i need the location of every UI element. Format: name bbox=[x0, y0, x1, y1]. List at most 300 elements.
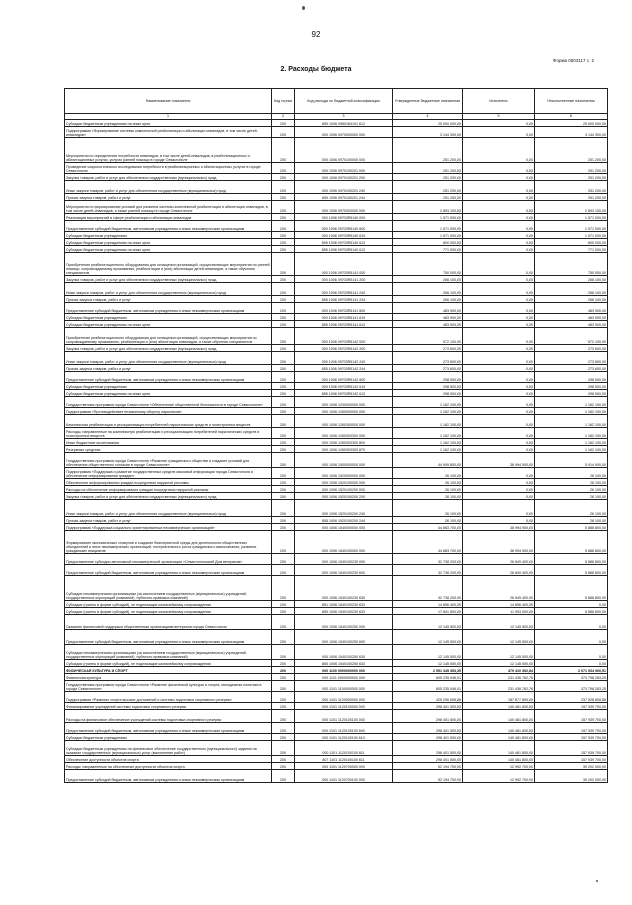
row-name-cell: ФИЗИЧЕСКАЯ КУЛЬТУРА И СПОРТ bbox=[65, 667, 272, 674]
header-remaining: Неисполненные назначения bbox=[535, 89, 608, 114]
page-number: 92 bbox=[311, 30, 321, 39]
row-executed-cell: 0,00 bbox=[463, 415, 535, 428]
row-line-code-cell: 200 bbox=[272, 138, 295, 163]
table-row bbox=[65, 415, 608, 428]
row-name-cell: Государственная программа города Севастополя «Развитие физической культуры и спорта, молодежная политика в городе Севастополе» bbox=[65, 681, 272, 692]
table-row bbox=[65, 232, 608, 239]
row-remaining-cell: 298 500,00 bbox=[535, 383, 608, 390]
table-row bbox=[65, 296, 608, 303]
row-approved-cell: 3 144 300,00 bbox=[393, 127, 463, 138]
row-budget-code-cell: 855 1006 1540100230 633 bbox=[295, 608, 393, 615]
row-budget-code-cell: 000 1006 09703R5140 600 bbox=[295, 221, 393, 232]
row-remaining-cell: 0,00 bbox=[535, 645, 608, 660]
row-name-cell: Предоставление субсидий бюджетным, автономным учреждениям и иным некоммерческим организациям bbox=[65, 770, 272, 783]
row-approved-cell: 266 100,00 bbox=[393, 296, 463, 303]
row-executed-cell: 140 461 800,00 bbox=[463, 723, 535, 734]
row-budget-code-cell: 000 1006 1520100200 240 bbox=[295, 500, 393, 517]
row-approved-cell: 14 896 400,00 bbox=[393, 601, 463, 608]
row-name-cell: Предоставление субсидий бюджетным, автономным учреждениям и иным некоммерческим организациям bbox=[65, 221, 272, 232]
row-executed-cell: 0,00 bbox=[463, 479, 535, 486]
row-executed-cell: 0,00 bbox=[463, 383, 535, 390]
row-remaining-cell: 2 071 934 960,51 bbox=[535, 667, 608, 674]
row-budget-code-cell: 855 1006 09703R5142 612 bbox=[295, 390, 393, 397]
row-line-code-cell: 200 bbox=[272, 283, 295, 296]
row-budget-code-cell: 000 1006 1260300300 800 bbox=[295, 439, 393, 446]
row-budget-code-cell: 000 1006 1540100250 000 bbox=[295, 615, 393, 630]
row-name-cell: Субсидии некоммерческим организациям (за исключением государственных (муниципальных) учреждений, государственных корпораций (компаний), публично-правовых компаний) bbox=[65, 576, 272, 601]
row-executed-cell: 12 145 500,00 bbox=[463, 660, 535, 667]
row-approved-cell: 251 200,00 bbox=[393, 174, 463, 181]
row-budget-code-cell: 000 1006 1540100230 630 bbox=[295, 576, 393, 601]
row-line-code-cell: 200 bbox=[272, 120, 295, 127]
row-name-cell: Иные закупки товаров, работ и услуг для обеспечения государственных (муниципальных) нужд bbox=[65, 352, 272, 365]
row-budget-code-cell: 000 1006 1540100230 600 bbox=[295, 565, 393, 576]
row-budget-code-cell: 807 1101 1120100100 611 bbox=[295, 756, 393, 763]
row-line-code-cell: 200 bbox=[272, 601, 295, 608]
table-row bbox=[65, 660, 608, 667]
row-line-code-cell: 200 bbox=[272, 500, 295, 517]
row-remaining-cell: 2 893 100,00 bbox=[535, 201, 608, 214]
row-budget-code-cell: 000 1101 1100000000 000 bbox=[295, 681, 393, 692]
row-executed-cell: 0,00 bbox=[463, 181, 535, 194]
row-approved-cell: 52 194 700,00 bbox=[393, 770, 463, 783]
row-remaining-cell: 3 144 300,00 bbox=[535, 127, 608, 138]
row-executed-cell: 0,00 bbox=[463, 397, 535, 408]
row-approved-cell: 771 000,00 bbox=[393, 246, 463, 253]
row-approved-cell: 572 100,00 bbox=[393, 328, 463, 345]
row-remaining-cell: 157 939 700,00 bbox=[535, 734, 608, 741]
row-line-code-cell: 200 bbox=[272, 703, 295, 710]
row-budget-code-cell: 000 1006 0970100201 240 bbox=[295, 181, 393, 194]
row-budget-code-cell: 855 1006 09703R5141 244 bbox=[295, 296, 393, 303]
row-name-cell: Предоставление субсидий бюджетным, автономным учреждениям и иным некоммерческим организациям bbox=[65, 630, 272, 645]
row-remaining-cell: 39 202 000,00 bbox=[535, 763, 608, 770]
row-budget-code-cell: 000 1006 1260000000 000 bbox=[295, 408, 393, 415]
row-budget-code-cell: 000 1006 09703R5140 610 bbox=[295, 232, 393, 239]
row-name-cell: Субсидии бюджетным учреждениям на иные цели bbox=[65, 120, 272, 127]
row-name-cell: Предоставление субсидий бюджетным, автономным учреждениям и иным некоммерческим организациям bbox=[65, 723, 272, 734]
row-approved-cell: 52 194 700,00 bbox=[393, 763, 463, 770]
row-remaining-cell: 25 000 000,00 bbox=[535, 120, 608, 127]
row-budget-code-cell: 000 1006 1260300300 000 bbox=[295, 428, 393, 439]
header-executed: Исполнено bbox=[463, 89, 535, 114]
table-row bbox=[65, 565, 608, 576]
row-approved-cell: 44 883 700,00 bbox=[393, 524, 463, 531]
budget-expenses-table-wrapper bbox=[64, 88, 607, 783]
table-row bbox=[65, 345, 608, 352]
row-line-code-cell: 200 bbox=[272, 163, 295, 174]
row-remaining-cell: 0,00 bbox=[535, 630, 608, 645]
row-line-code-cell: 200 bbox=[272, 453, 295, 468]
row-budget-code-cell: 000 1101 1120100100 611 bbox=[295, 741, 393, 756]
table-row bbox=[65, 479, 608, 486]
row-executed-cell: 0,00 bbox=[463, 253, 535, 276]
header-row bbox=[65, 89, 608, 114]
row-approved-cell: 483 900,00 bbox=[393, 314, 463, 321]
row-approved-cell: 25 000 000,00 bbox=[393, 120, 463, 127]
row-budget-code-cell: 000 1101 1120100100 600 bbox=[295, 723, 393, 734]
row-executed-cell: 0,00 bbox=[463, 439, 535, 446]
column-number: 1 bbox=[65, 114, 272, 120]
row-budget-code-cell: 000 1006 09703R5142 000 bbox=[295, 328, 393, 345]
row-line-code-cell: 200 bbox=[272, 723, 295, 734]
row-line-code-cell: 200 bbox=[272, 239, 295, 246]
row-approved-cell: 251 200,00 bbox=[393, 194, 463, 201]
row-executed-cell: 0,00 bbox=[463, 486, 535, 493]
row-executed-cell: 0,00 bbox=[463, 517, 535, 524]
row-executed-cell: 0,00 bbox=[463, 283, 535, 296]
row-executed-cell: 0,00 bbox=[463, 239, 535, 246]
row-remaining-cell: 26 100,00 bbox=[535, 479, 608, 486]
row-name-cell: Расходы на финансовое обеспечение учреждений системы подготовки спортивного резерва bbox=[65, 710, 272, 723]
row-executed-cell: 11 953 000,00 bbox=[463, 608, 535, 615]
row-name-cell: Предоставление субсидий бюджетным, автономным учреждениям и иным некоммерческим организациям bbox=[65, 565, 272, 576]
row-approved-cell: 12 145 500,00 bbox=[393, 630, 463, 645]
row-remaining-cell: 5 888 800,00 bbox=[535, 565, 608, 576]
row-budget-code-cell: 851 1006 1540100230 633 bbox=[295, 601, 393, 608]
row-name-cell: Субсидии бюджетным учреждениям bbox=[65, 734, 272, 741]
row-remaining-cell: 1 571 000,00 bbox=[535, 214, 608, 221]
column-number: 6 bbox=[535, 114, 608, 120]
row-executed-cell: 0,00 bbox=[463, 120, 535, 127]
row-budget-code-cell: 000 1006 09703R5141 200 bbox=[295, 276, 393, 283]
row-name-cell: Комплексная реабилитация и ресоциализация потребителей наркотических средств и психотропных веществ bbox=[65, 415, 272, 428]
row-budget-code-cell: 000 1006 09703R5141 600 bbox=[295, 303, 393, 314]
row-executed-cell: 38 994 900,00 bbox=[463, 531, 535, 554]
table-row bbox=[65, 214, 608, 221]
row-name-cell: Субсидии бюджетным учреждениям на финансовое обеспечение государственного (муниципального) задания на оказание государственных (муниципальных) услуг (выполнение работ) bbox=[65, 741, 272, 756]
header-name: Наименование показателя bbox=[65, 89, 272, 114]
row-approved-cell: 1 571 000,00 bbox=[393, 214, 463, 221]
row-approved-cell: 273 600,00 bbox=[393, 345, 463, 352]
row-name-cell: Реализация мероприятий в сфере реабилитации и абилитации инвалидов bbox=[65, 214, 272, 221]
row-budget-code-cell: 000 1101 1120100100 000 bbox=[295, 710, 393, 723]
table-row bbox=[65, 741, 608, 756]
row-budget-code-cell: 855 1006 0980184101 612 bbox=[295, 120, 393, 127]
table-row bbox=[65, 692, 608, 703]
row-line-code-cell: 200 bbox=[272, 221, 295, 232]
row-executed-cell: 0,00 bbox=[463, 328, 535, 345]
row-budget-code-cell: 000 1006 1260300300 870 bbox=[295, 446, 393, 453]
row-executed-cell: 14 896 400,00 bbox=[463, 601, 535, 608]
row-name-cell: Субсидии бюджетным учреждениям на иные цели bbox=[65, 239, 272, 246]
row-name-cell: Подпрограмма «Поддержка и развитие государственных средств массовой информации города Севастополя и обеспечение информирования граждан» bbox=[65, 468, 272, 479]
row-executed-cell: 231 436 762,76 bbox=[463, 681, 535, 692]
table-row bbox=[65, 703, 608, 710]
row-executed-cell: 0,00 bbox=[463, 345, 535, 352]
column-number: 3 bbox=[295, 114, 393, 120]
row-approved-cell: 32 738 200,00 bbox=[393, 576, 463, 601]
row-remaining-cell: 1 162 100,00 bbox=[535, 415, 608, 428]
row-budget-code-cell: 000 1006 09703R5142 200 bbox=[295, 345, 393, 352]
row-remaining-cell: 266 100,00 bbox=[535, 296, 608, 303]
row-line-code-cell: 200 bbox=[272, 214, 295, 221]
row-executed-cell: 0,00 bbox=[463, 493, 535, 500]
row-executed-cell: 12 992 700,00 bbox=[463, 763, 535, 770]
row-name-cell: Предоставление субсидий бюджетным, автономным учреждениям и иным некоммерческим организациям bbox=[65, 303, 272, 314]
row-name-cell: Закупка товаров, работ и услуг для обеспечения государственных (муниципальных) нужд bbox=[65, 174, 272, 181]
row-approved-cell: 251 200,00 bbox=[393, 181, 463, 194]
row-line-code-cell: 200 bbox=[272, 439, 295, 446]
row-approved-cell: 251 200,00 bbox=[393, 138, 463, 163]
row-line-code-cell: 200 bbox=[272, 645, 295, 660]
table-row bbox=[65, 723, 608, 734]
row-name-cell: Резервные средства bbox=[65, 446, 272, 453]
row-budget-code-cell: 000 1006 1260300000 000 bbox=[295, 415, 393, 428]
table-row bbox=[65, 453, 608, 468]
row-budget-code-cell: 000 1006 0970100201 000 bbox=[295, 163, 393, 174]
table-row bbox=[65, 493, 608, 500]
row-name-cell: Закупка товаров, работ и услуг для обеспечения государственных (муниципальных) нужд bbox=[65, 345, 272, 352]
row-remaining-cell: 273 600,00 bbox=[535, 365, 608, 372]
table-row bbox=[65, 127, 608, 138]
row-line-code-cell: 200 bbox=[272, 276, 295, 283]
row-executed-cell: 479 410 392,84 bbox=[463, 667, 535, 674]
row-executed-cell: 12 992 700,00 bbox=[463, 770, 535, 783]
row-approved-cell: 483 900,00 bbox=[393, 303, 463, 314]
row-remaining-cell: 1 571 000,00 bbox=[535, 232, 608, 239]
row-name-cell: Субсидии (гранты в форме субсидий), не подлежащие казначейскому сопровождению bbox=[65, 601, 272, 608]
table-row bbox=[65, 194, 608, 201]
row-executed-cell: 0,00 bbox=[463, 468, 535, 479]
row-remaining-cell: 157 939 700,00 bbox=[535, 741, 608, 756]
row-executed-cell: 26 849 400,00 bbox=[463, 576, 535, 601]
row-name-cell: Государственная программа города Севастополя «Обеспечение общественной безопасности в городе Севастополе» bbox=[65, 397, 272, 408]
row-name-cell: Обеспечение доступности объектов спорта bbox=[65, 756, 272, 763]
row-approved-cell: 298 401 500,00 bbox=[393, 741, 463, 756]
row-name-cell: Закупка товаров, работ и услуг для обеспечения государственных (муниципальных) нужд bbox=[65, 276, 272, 283]
row-name-cell: Государственная программа города Севастополя «Развитие гражданского общества и создание условий для обеспечения общественного согласия в городе Севастополе» bbox=[65, 453, 272, 468]
row-approved-cell: 2 893 100,00 bbox=[393, 201, 463, 214]
row-remaining-cell: 298 500,00 bbox=[535, 372, 608, 383]
row-budget-code-cell: 855 1006 09703R5140 612 bbox=[295, 246, 393, 253]
table-row bbox=[65, 283, 608, 296]
row-approved-cell: 1 162 100,00 bbox=[393, 415, 463, 428]
table-row bbox=[65, 253, 608, 276]
table-row bbox=[65, 163, 608, 174]
form-code: Форма 0503117 с. 2 bbox=[553, 58, 594, 63]
row-budget-code-cell: 000 1006 09703R5141 000 bbox=[295, 253, 393, 276]
row-line-code-cell: 200 bbox=[272, 565, 295, 576]
row-line-code-cell: 200 bbox=[272, 524, 295, 531]
row-budget-code-cell: 000 1006 1540100250 630 bbox=[295, 645, 393, 660]
row-executed-cell: 0,00 bbox=[463, 174, 535, 181]
row-budget-code-cell: 000 1006 1540100000 000 bbox=[295, 531, 393, 554]
row-line-code-cell: 200 bbox=[272, 741, 295, 756]
row-name-cell: Субсидии бюджетным учреждениям bbox=[65, 232, 272, 239]
row-budget-code-cell: 000 1006 0970100000 000 bbox=[295, 138, 393, 163]
row-approved-cell: 605 235 046,01 bbox=[393, 674, 463, 681]
table-row bbox=[65, 390, 608, 397]
row-executed-cell: 26 849 400,00 bbox=[463, 554, 535, 565]
row-name-cell: Субсидии бюджетным учреждениям bbox=[65, 314, 272, 321]
row-executed-cell: 0,00 bbox=[463, 138, 535, 163]
row-approved-cell: 2 551 345 353,35 bbox=[393, 667, 463, 674]
table-row bbox=[65, 710, 608, 723]
row-budget-code-cell: 000 1101 1120100100 610 bbox=[295, 734, 393, 741]
row-executed-cell: 0,00 bbox=[463, 127, 535, 138]
table-row bbox=[65, 181, 608, 194]
column-number: 5 bbox=[463, 114, 535, 120]
table-row bbox=[65, 486, 608, 493]
row-remaining-cell: 1 162 100,00 bbox=[535, 397, 608, 408]
row-executed-cell: 0,00 bbox=[463, 500, 535, 517]
row-executed-cell: 0,00 bbox=[463, 390, 535, 397]
row-remaining-cell: 5 888 800,00 bbox=[535, 608, 608, 615]
row-executed-cell: 0,00 bbox=[463, 365, 535, 372]
row-budget-code-cell: 000 1006 09703R5141 610 bbox=[295, 314, 393, 321]
budget-expenses-table bbox=[64, 88, 608, 783]
row-remaining-cell: 1 162 100,00 bbox=[535, 408, 608, 415]
row-remaining-cell: 273 600,00 bbox=[535, 345, 608, 352]
row-budget-code-cell: 000 1101 1120100000 000 bbox=[295, 703, 393, 710]
table-row bbox=[65, 500, 608, 517]
row-name-cell: Мероприятия по определению потребности инвалидов, в том числе детей-инвалидов, в реабилитационных и абилитационных услугах, услугах ранней помощи в городе Севастополе bbox=[65, 138, 272, 163]
row-remaining-cell: 266 100,00 bbox=[535, 283, 608, 296]
table-row bbox=[65, 276, 608, 283]
row-name-cell: Предоставление субсидии автономной некоммерческой организации «Севастопольский Дом ветеранов» bbox=[65, 554, 272, 565]
table-row bbox=[65, 681, 608, 692]
row-name-cell: Субсидии бюджетным учреждениям bbox=[65, 383, 272, 390]
row-remaining-cell: 0,00 bbox=[535, 615, 608, 630]
row-name-cell: Подпрограмма «Поддержка социально ориентированных некоммерческих организаций» bbox=[65, 524, 272, 531]
table-row bbox=[65, 239, 608, 246]
table-row bbox=[65, 408, 608, 415]
table-row bbox=[65, 468, 608, 479]
row-budget-code-cell: 000 1006 1520100000 000 bbox=[295, 479, 393, 486]
row-line-code-cell: 200 bbox=[272, 517, 295, 524]
row-remaining-cell: 0,00 bbox=[535, 601, 608, 608]
row-executed-cell: 38 994 900,00 bbox=[463, 524, 535, 531]
row-executed-cell: 0,00 bbox=[463, 408, 535, 415]
row-approved-cell: 44 909 800,00 bbox=[393, 453, 463, 468]
row-remaining-cell: 39 202 000,00 bbox=[535, 770, 608, 783]
row-approved-cell: 26 100,00 bbox=[393, 517, 463, 524]
row-line-code-cell: 200 bbox=[272, 201, 295, 214]
table-row bbox=[65, 439, 608, 446]
row-name-cell: Оказание финансовой поддержки общественным организациям ветеранов города Севастополя bbox=[65, 615, 272, 630]
row-line-code-cell: 200 bbox=[272, 345, 295, 352]
row-line-code-cell: 200 bbox=[272, 352, 295, 365]
row-approved-cell: 800 000,00 bbox=[393, 239, 463, 246]
table-row bbox=[65, 120, 608, 127]
row-budget-code-cell: 000 1006 09703R5142 610 bbox=[295, 383, 393, 390]
row-executed-cell: 0,00 bbox=[463, 232, 535, 239]
row-budget-code-cell: 000 1006 1520100200 000 bbox=[295, 486, 393, 493]
table-row bbox=[65, 383, 608, 390]
row-executed-cell: 0,00 bbox=[463, 352, 535, 365]
table-row bbox=[65, 601, 608, 608]
row-approved-cell: 298 401 500,00 bbox=[393, 703, 463, 710]
row-remaining-cell: 800 000,00 bbox=[535, 239, 608, 246]
row-approved-cell: 298 500,00 bbox=[393, 383, 463, 390]
row-executed-cell: 0,00 bbox=[463, 321, 535, 328]
row-remaining-cell: 157 939 700,00 bbox=[535, 756, 608, 763]
row-name-cell: Расходы, направленные на обеспечение доступности объектов спорта bbox=[65, 763, 272, 770]
row-budget-code-cell: 000 1006 09703R5142 240 bbox=[295, 352, 393, 365]
table-row bbox=[65, 531, 608, 554]
row-remaining-cell: 483 900,00 bbox=[535, 321, 608, 328]
table-row bbox=[65, 365, 608, 372]
row-remaining-cell: 26 100,00 bbox=[535, 500, 608, 517]
row-remaining-cell: 1 162 100,00 bbox=[535, 428, 608, 439]
row-remaining-cell: 266 100,00 bbox=[535, 276, 608, 283]
table-row bbox=[65, 246, 608, 253]
table-row bbox=[65, 576, 608, 601]
row-remaining-cell: 373 798 283,25 bbox=[535, 681, 608, 692]
table-row bbox=[65, 667, 608, 674]
table-row bbox=[65, 517, 608, 524]
table-row bbox=[65, 314, 608, 321]
table-row bbox=[65, 674, 608, 681]
table-row bbox=[65, 372, 608, 383]
row-name-cell: Прочая закупка товаров, работ и услуг bbox=[65, 194, 272, 201]
row-budget-code-cell: 000 1006 0970100201 200 bbox=[295, 174, 393, 181]
row-name-cell: Подпрограмма «Формирование системы комплексной реабилитации и абилитации инвалидов, в том числе детей-инвалидов» bbox=[65, 127, 272, 138]
row-executed-cell: 0,00 bbox=[463, 428, 535, 439]
row-budget-code-cell: 000 1006 09703R5140 000 bbox=[295, 214, 393, 221]
scan-mark bbox=[302, 6, 305, 10]
row-remaining-cell: 251 200,00 bbox=[535, 181, 608, 194]
table-row bbox=[65, 428, 608, 439]
row-line-code-cell: 200 bbox=[272, 446, 295, 453]
row-executed-cell: 187 677 800,00 bbox=[463, 692, 535, 703]
row-line-code-cell: 200 bbox=[272, 674, 295, 681]
row-executed-cell: 12 145 500,00 bbox=[463, 645, 535, 660]
table-row bbox=[65, 201, 608, 214]
row-remaining-cell: 273 600,00 bbox=[535, 352, 608, 365]
row-line-code-cell: 200 bbox=[272, 554, 295, 565]
row-name-cell: Прочая закупка товаров, работ и услуг bbox=[65, 517, 272, 524]
table-row bbox=[65, 524, 608, 531]
table-body bbox=[65, 120, 608, 783]
row-line-code-cell: 200 bbox=[272, 246, 295, 253]
table-row bbox=[65, 321, 608, 328]
row-line-code-cell: 200 bbox=[272, 660, 295, 667]
row-approved-cell: 298 401 500,00 bbox=[393, 734, 463, 741]
row-line-code-cell: 200 bbox=[272, 630, 295, 645]
row-approved-cell: 26 100,00 bbox=[393, 479, 463, 486]
row-executed-cell: 231 436 762,76 bbox=[463, 674, 535, 681]
row-name-cell: Иные закупки товаров, работ и услуг для обеспечения государственных (муниципальных) нужд bbox=[65, 500, 272, 517]
row-line-code-cell: 200 bbox=[272, 321, 295, 328]
row-line-code-cell: 200 bbox=[272, 681, 295, 692]
row-line-code-cell: 200 bbox=[272, 493, 295, 500]
row-remaining-cell: 298 500,00 bbox=[535, 390, 608, 397]
row-name-cell: Подпрограмма «Развитие спорта высших достижений и системы подготовки спортивного резерва» bbox=[65, 692, 272, 703]
row-budget-code-cell: 000 1006 1540000000 000 bbox=[295, 524, 393, 531]
row-approved-cell: 298 401 500,00 bbox=[393, 710, 463, 723]
row-executed-cell: 38 994 900,00 bbox=[463, 453, 535, 468]
row-approved-cell: 298 500,00 bbox=[393, 390, 463, 397]
table-row bbox=[65, 397, 608, 408]
row-remaining-cell: 157 939 700,00 bbox=[535, 710, 608, 723]
row-line-code-cell: 200 bbox=[272, 303, 295, 314]
row-remaining-cell: 5 914 900,00 bbox=[535, 453, 608, 468]
row-line-code-cell: 200 bbox=[272, 576, 295, 601]
row-line-code-cell: 200 bbox=[272, 428, 295, 439]
row-remaining-cell: 1 162 100,00 bbox=[535, 439, 608, 446]
row-approved-cell: 26 100,00 bbox=[393, 493, 463, 500]
row-remaining-cell: 251 200,00 bbox=[535, 174, 608, 181]
table-row bbox=[65, 303, 608, 314]
row-line-code-cell: 200 bbox=[272, 756, 295, 763]
row-approved-cell: 32 738 200,00 bbox=[393, 565, 463, 576]
row-name-cell: Расходы на обеспечение информирования граждан посредством наружной рекламы bbox=[65, 486, 272, 493]
row-budget-code-cell: 000 1006 1200000000 000 bbox=[295, 397, 393, 408]
row-budget-code-cell: 000 1101 1120000000 000 bbox=[295, 692, 393, 703]
row-budget-code-cell: 000 1006 1540100230 000 bbox=[295, 554, 393, 565]
